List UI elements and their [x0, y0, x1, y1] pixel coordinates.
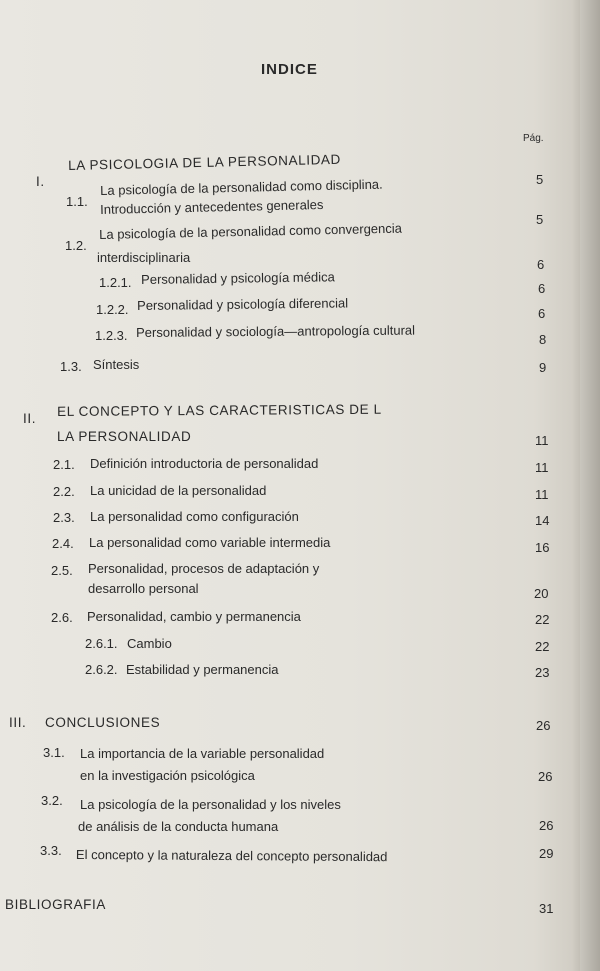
toc-number: 2.6.2.: [85, 662, 118, 677]
toc-entry-title: BIBLIOGRAFIA: [5, 897, 106, 912]
toc-number: 3.2.: [41, 793, 63, 808]
toc-page-number: 20: [534, 586, 549, 601]
toc-entry-title: La unicidad de la personalidad: [90, 483, 267, 498]
toc-entry-title: La personalidad como configuración: [90, 509, 299, 524]
toc-page-number: 5: [536, 212, 544, 227]
toc-page-number: 6: [537, 257, 545, 272]
toc-number: 2.6.1.: [85, 636, 118, 651]
page-column-label: Pág.: [523, 133, 544, 144]
toc-number: 1.1.: [66, 194, 88, 209]
toc-entry-title: La importancia de la variable personalidad: [80, 746, 325, 761]
toc-entry-title: La personalidad como variable intermedia: [89, 535, 331, 550]
toc-number: 2.6.: [51, 610, 73, 625]
toc-entry-title: La psicología de la personalidad como disciplina.: [100, 176, 383, 198]
toc-entry-title-cont: interdisciplinaria: [97, 250, 191, 265]
toc-entry-title: Síntesis: [93, 357, 140, 372]
toc-entry-title: Personalidad, cambio y permanencia: [87, 609, 301, 624]
toc-number: 2.4.: [52, 536, 74, 551]
toc-page-number: 22: [535, 639, 550, 654]
toc-number: 1.2.3.: [95, 328, 128, 343]
toc-entry-title: Cambio: [127, 636, 172, 651]
toc-number: 3.3.: [40, 843, 62, 858]
toc-entry-title: Definición introductoria de personalidad: [90, 456, 319, 471]
toc-entry-title: Personalidad, procesos de adaptación y: [88, 561, 320, 576]
toc-number: 1.2.2.: [96, 302, 129, 317]
toc-entry-title: Estabilidad y permanencia: [126, 662, 279, 677]
toc-entry-title: La psicología de la personalidad y los niveles: [80, 797, 341, 812]
toc-number: 1.2.: [65, 238, 87, 253]
toc-page-number: 14: [535, 513, 550, 528]
toc-number: 2.2.: [53, 484, 75, 499]
toc-number: 2.5.: [51, 563, 73, 578]
page-edge-shadow: [572, 0, 600, 971]
toc-entry-title: Personalidad y sociología—antropología cultural: [136, 322, 416, 340]
toc-page-number: 11: [535, 487, 549, 502]
toc-number: 2.3.: [53, 510, 75, 525]
toc-page-number: 11: [535, 460, 549, 475]
toc-page-number: 5: [536, 172, 544, 187]
toc-page-number: 9: [539, 360, 547, 375]
toc-page-number: 8: [539, 332, 547, 347]
toc-entry-title: LA PSICOLOGIA DE LA PERSONALIDAD: [68, 151, 342, 173]
toc-number: I.: [36, 174, 45, 189]
toc-page-number: 26: [538, 769, 553, 784]
toc-page-number: 22: [535, 612, 550, 627]
toc-number: III.: [9, 715, 27, 730]
toc-entry-title: EL CONCEPTO Y LAS CARACTERISTICAS DE L: [57, 401, 382, 419]
toc-entry-title-cont: LA PERSONALIDAD: [57, 429, 192, 444]
page-title: INDICE: [261, 61, 318, 78]
toc-page-number: 23: [535, 665, 550, 680]
toc-entry-title-cont: en la investigación psicológica: [80, 768, 255, 783]
toc-page-number: 16: [535, 540, 550, 555]
toc-number: 3.1.: [43, 745, 65, 760]
toc-page-number: 6: [538, 306, 546, 321]
toc-number: 1.2.1.: [99, 275, 132, 290]
toc-number: 2.1.: [53, 457, 75, 472]
toc-page-number: 11: [535, 433, 549, 448]
toc-entry-title: CONCLUSIONES: [45, 715, 161, 730]
toc-entry-title-cont: Introducción y antecedentes generales: [100, 196, 324, 217]
toc-number: II.: [23, 411, 37, 426]
toc-entry-title: La psicología de la personalidad como convergencia: [99, 220, 403, 242]
toc-page-number: 29: [539, 846, 554, 861]
toc-page-number: 6: [538, 281, 546, 296]
toc-entry-title: Personalidad y psicología diferencial: [137, 295, 349, 313]
toc-page-number: 26: [536, 718, 551, 733]
toc-page-number: 26: [539, 818, 554, 833]
toc-entry-title: Personalidad y psicología médica: [141, 269, 335, 287]
toc-page-number: 31: [539, 901, 554, 916]
toc-number: 1.3.: [60, 359, 82, 374]
toc-entry-title-cont: desarrollo personal: [88, 581, 199, 596]
toc-entry-title-cont: de análisis de la conducta humana: [78, 819, 279, 834]
toc-entry-title: El concepto y la naturaleza del concepto personalidad: [75, 847, 388, 865]
